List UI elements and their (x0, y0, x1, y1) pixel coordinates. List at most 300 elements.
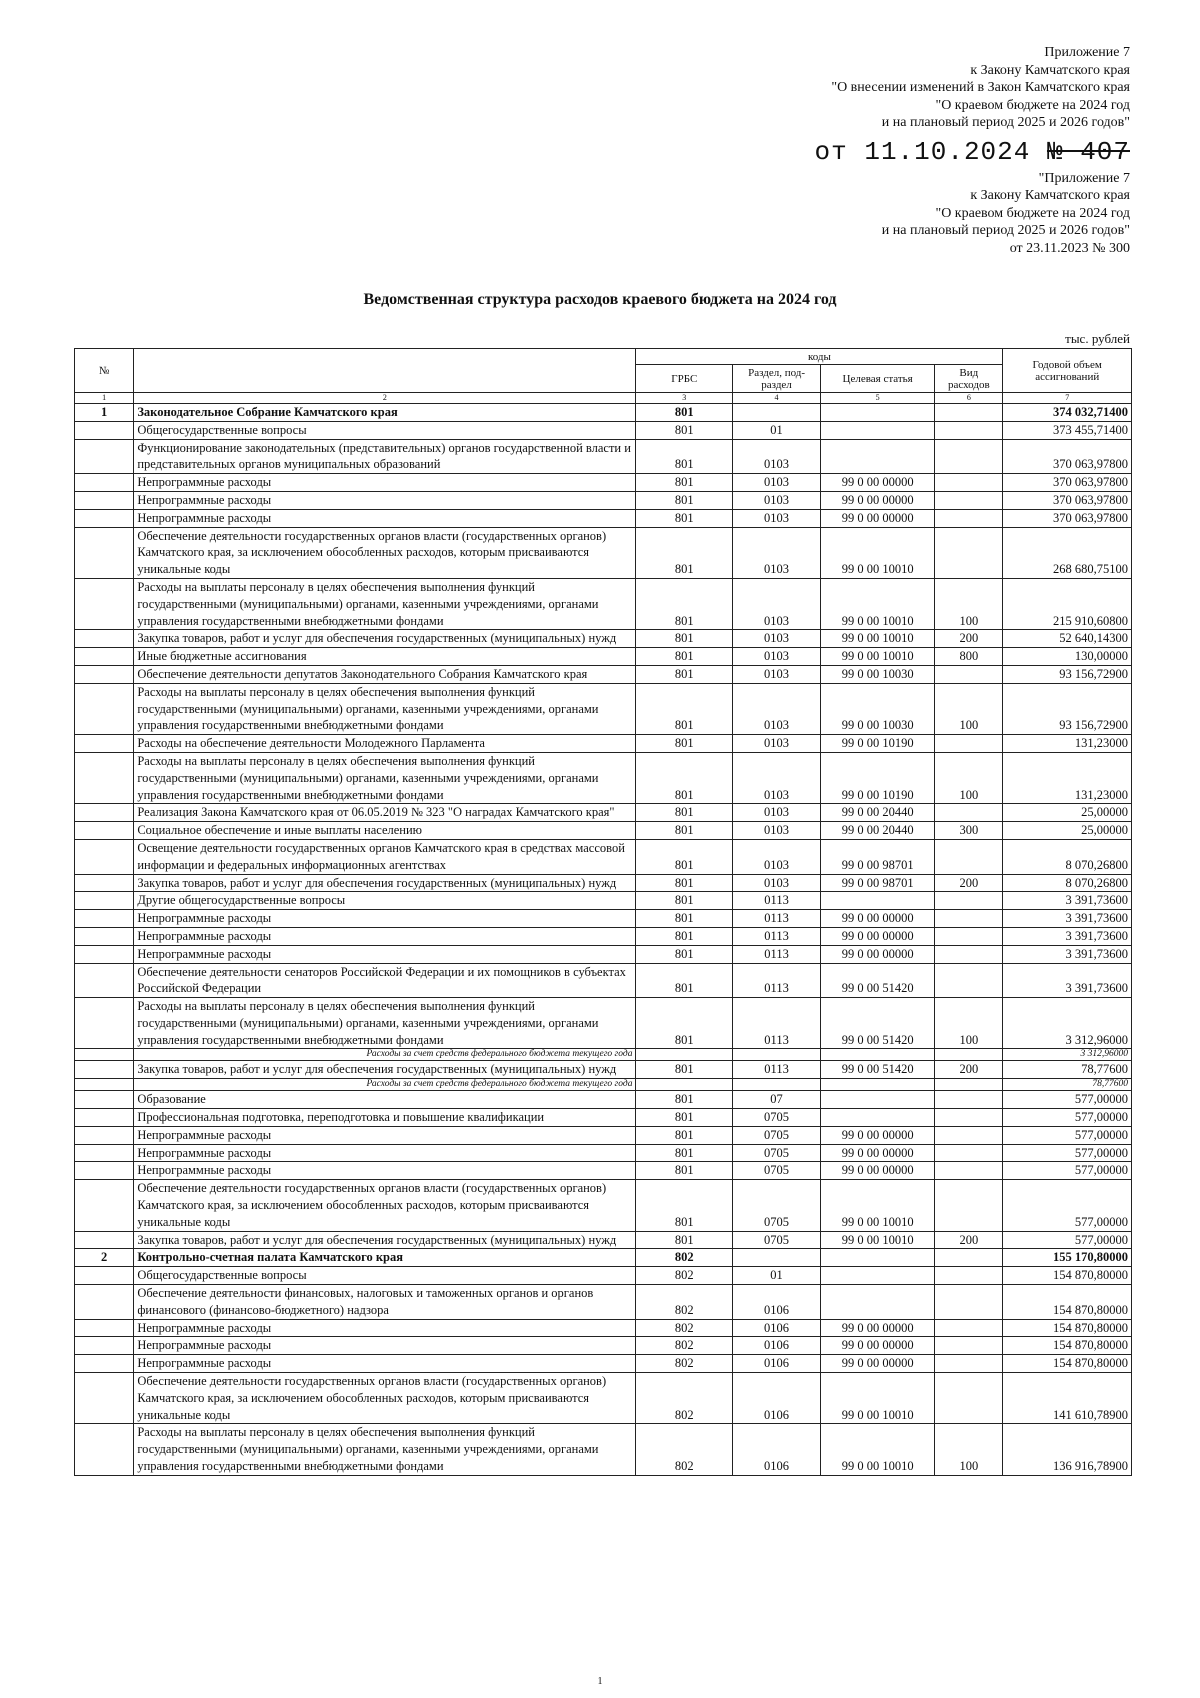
row-grbs: 801 (636, 1109, 733, 1127)
row-grbs: 801 (636, 509, 733, 527)
row-type (935, 1162, 1003, 1180)
row-type (935, 927, 1003, 945)
column-number: 5 (821, 393, 935, 404)
row-target: 99 0 00 20440 (821, 804, 935, 822)
row-name: Другие общегосударственные вопросы (134, 892, 636, 910)
row-sum: 93 156,72900 (1003, 665, 1132, 683)
row-section: 0705 (733, 1162, 821, 1180)
column-number: 2 (134, 393, 636, 404)
table-row (75, 945, 1132, 963)
document-header (815, 44, 1130, 257)
row-type (935, 1180, 1003, 1231)
row-grbs: 801 (636, 491, 733, 509)
row-type (935, 491, 1003, 509)
row-sum: 3 391,73600 (1003, 910, 1132, 928)
row-target: 99 0 00 51420 (821, 963, 935, 998)
row-grbs: 801 (636, 998, 733, 1049)
row-grbs: 801 (636, 910, 733, 928)
row-section: 0113 (733, 927, 821, 945)
row-grbs: 801 (636, 735, 733, 753)
row-name: Обеспечение деятельности государственных органов власти (государственных органов) Камчатского края, за исключением обособленных расходов, которым присваиваются уникальные коды (134, 527, 636, 578)
table-row (75, 752, 1132, 803)
row-grbs: 801 (636, 1162, 733, 1180)
row-section: 0113 (733, 963, 821, 998)
row-name: Расходы за счет средств федерального бюджета текущего года (134, 1079, 636, 1091)
row-number (75, 998, 134, 1049)
row-grbs: 801 (636, 630, 733, 648)
row-number (75, 527, 134, 578)
row-section: 0103 (733, 683, 821, 734)
header-line: и на плановый период 2025 и 2026 годов" (881, 223, 1130, 238)
row-grbs: 802 (636, 1424, 733, 1475)
row-sum: 25,00000 (1003, 804, 1132, 822)
row-section (733, 404, 821, 422)
row-section: 0103 (733, 578, 821, 629)
row-target (821, 421, 935, 439)
header-codes: коды (636, 349, 1003, 365)
row-target: 99 0 00 00000 (821, 945, 935, 963)
column-number: 3 (636, 393, 733, 404)
row-type (935, 1249, 1003, 1267)
header-line: "О краевом бюджете на 2024 год (935, 97, 1130, 113)
row-target: 99 0 00 10010 (821, 648, 935, 666)
table-row (75, 1180, 1132, 1231)
row-number (75, 1231, 134, 1249)
row-target (821, 1049, 935, 1061)
row-grbs: 801 (636, 665, 733, 683)
row-grbs: 802 (636, 1337, 733, 1355)
row-type: 300 (935, 822, 1003, 840)
row-number (75, 1091, 134, 1109)
table-row (75, 822, 1132, 840)
row-sum: 93 156,72900 (1003, 683, 1132, 734)
row-grbs: 801 (636, 892, 733, 910)
row-target: 99 0 00 98701 (821, 874, 935, 892)
row-name: Обеспечение деятельности государственных органов власти (государственных органов) Камчатского края, за исключением обособленных расходов, которым присваиваются уникальные коды (134, 1180, 636, 1231)
row-sum: 141 610,78900 (1003, 1373, 1132, 1424)
row-number (75, 683, 134, 734)
row-sum: 3 391,73600 (1003, 927, 1132, 945)
table-row (75, 648, 1132, 666)
row-section: 0113 (733, 1061, 821, 1079)
row-number (75, 822, 134, 840)
table-row (75, 1109, 1132, 1127)
row-name: Обеспечение деятельности государственных органов власти (государственных органов) Камчатского края, за исключением обособленных расходов, которым присваиваются уникальные коды (134, 1373, 636, 1424)
row-grbs: 801 (636, 874, 733, 892)
units-label: тыс. рублей (1065, 331, 1130, 346)
row-type (935, 1049, 1003, 1061)
row-number (75, 1162, 134, 1180)
row-number (75, 874, 134, 892)
row-number (75, 439, 134, 474)
row-number (75, 945, 134, 963)
row-name: Расходы на выплаты персоналу в целях обеспечения выполнения функций государственными (муниципальными) органами, казенными учреждениями, органами управления государственными внебюджетными фондами (134, 578, 636, 629)
row-type (935, 1285, 1003, 1320)
row-number (75, 735, 134, 753)
row-type: 200 (935, 1061, 1003, 1079)
table-row (75, 1424, 1132, 1475)
row-type (935, 963, 1003, 998)
stamp-number: № 407 (1046, 136, 1130, 167)
row-sum: 130,00000 (1003, 648, 1132, 666)
row-section: 0705 (733, 1126, 821, 1144)
row-type (935, 892, 1003, 910)
row-type: 200 (935, 1231, 1003, 1249)
row-number (75, 491, 134, 509)
row-number: 2 (75, 1249, 134, 1267)
row-target (821, 439, 935, 474)
row-number (75, 1285, 134, 1320)
row-number (75, 1144, 134, 1162)
row-grbs: 801 (636, 1180, 733, 1231)
row-section: 0103 (733, 804, 821, 822)
table-row (75, 578, 1132, 629)
row-target: 99 0 00 10190 (821, 735, 935, 753)
row-target: 99 0 00 00000 (821, 927, 935, 945)
row-name: Образование (134, 1091, 636, 1109)
row-section: 0103 (733, 527, 821, 578)
row-sum: 577,00000 (1003, 1126, 1132, 1144)
row-type (935, 474, 1003, 492)
row-number (75, 578, 134, 629)
row-target: 99 0 00 51420 (821, 1061, 935, 1079)
row-number (75, 474, 134, 492)
table-row (75, 1126, 1132, 1144)
row-name: Непрограммные расходы (134, 1319, 636, 1337)
row-number (75, 752, 134, 803)
table-row (75, 527, 1132, 578)
row-name: Расходы за счет средств федерального бюджета текущего года (134, 1049, 636, 1061)
table-row (75, 474, 1132, 492)
row-sum: 373 455,71400 (1003, 421, 1132, 439)
row-number (75, 839, 134, 874)
row-type (935, 421, 1003, 439)
row-number (75, 1079, 134, 1091)
row-grbs: 802 (636, 1355, 733, 1373)
page-number: 1 (597, 1676, 603, 1687)
row-section: 0103 (733, 874, 821, 892)
row-sum: 154 870,80000 (1003, 1337, 1132, 1355)
row-target: 99 0 00 10010 (821, 630, 935, 648)
row-sum: 131,23000 (1003, 752, 1132, 803)
row-type: 100 (935, 683, 1003, 734)
row-name: Непрограммные расходы (134, 1162, 636, 1180)
row-section: 0106 (733, 1319, 821, 1337)
row-type: 200 (935, 874, 1003, 892)
row-name: Закупка товаров, работ и услуг для обеспечения государственных (муниципальных) нужд (134, 630, 636, 648)
row-number (75, 910, 134, 928)
row-name: Профессиональная подготовка, переподготовка и повышение квалификации (134, 1109, 636, 1127)
row-section: 0103 (733, 630, 821, 648)
row-grbs: 801 (636, 822, 733, 840)
row-grbs: 801 (636, 1231, 733, 1249)
row-target: 99 0 00 00000 (821, 1337, 935, 1355)
row-target (821, 1285, 935, 1320)
row-section (733, 1249, 821, 1267)
row-name: Общегосударственные вопросы (134, 1267, 636, 1285)
row-name: Расходы на обеспечение деятельности Молодежного Парламента (134, 735, 636, 753)
table-row (75, 491, 1132, 509)
row-name: Функционирование законодательных (представительных) органов государственной власти и представительных органов муниципальных образований (134, 439, 636, 474)
row-type (935, 665, 1003, 683)
row-type (935, 1337, 1003, 1355)
row-section: 0705 (733, 1231, 821, 1249)
header-target: Целевая статья (821, 365, 935, 393)
row-type (935, 945, 1003, 963)
header-grbs: ГРБС (636, 365, 733, 393)
row-name: Реализация Закона Камчатского края от 06.05.2019 № 323 "О наградах Камчатского края" (134, 804, 636, 822)
row-number (75, 892, 134, 910)
table-row (75, 1144, 1132, 1162)
row-sum: 52 640,14300 (1003, 630, 1132, 648)
row-name: Непрограммные расходы (134, 1126, 636, 1144)
row-number (75, 1337, 134, 1355)
row-section: 0103 (733, 822, 821, 840)
header-volume: Годовой объем ассигнований (1003, 349, 1132, 393)
header-num: № (75, 349, 134, 393)
row-type: 100 (935, 752, 1003, 803)
row-type: 100 (935, 1424, 1003, 1475)
row-target: 99 0 00 00000 (821, 509, 935, 527)
table-note-row (75, 1079, 1132, 1091)
row-sum: 154 870,80000 (1003, 1285, 1132, 1320)
row-type (935, 1373, 1003, 1424)
row-name: Непрограммные расходы (134, 927, 636, 945)
row-name: Непрограммные расходы (134, 1355, 636, 1373)
row-target: 99 0 00 10010 (821, 578, 935, 629)
row-number (75, 927, 134, 945)
row-section (733, 1049, 821, 1061)
row-target: 99 0 00 10010 (821, 1231, 935, 1249)
column-number: 7 (1003, 393, 1132, 404)
row-sum: 3 391,73600 (1003, 963, 1132, 998)
row-section: 0113 (733, 910, 821, 928)
table-row (75, 1285, 1132, 1320)
header-name (134, 349, 636, 393)
row-section: 0103 (733, 439, 821, 474)
budget-table-body (75, 404, 1132, 1476)
row-name: Непрограммные расходы (134, 910, 636, 928)
row-target: 99 0 00 51420 (821, 998, 935, 1049)
row-target: 99 0 00 00000 (821, 1126, 935, 1144)
row-section: 0103 (733, 735, 821, 753)
row-type: 200 (935, 630, 1003, 648)
row-type (935, 839, 1003, 874)
row-type: 800 (935, 648, 1003, 666)
table-row (75, 1267, 1132, 1285)
row-grbs: 801 (636, 648, 733, 666)
row-target: 99 0 00 10190 (821, 752, 935, 803)
row-grbs: 801 (636, 839, 733, 874)
row-sum: 3 312,96000 (1003, 1049, 1132, 1061)
row-type (935, 735, 1003, 753)
row-grbs: 801 (636, 474, 733, 492)
row-sum: 136 916,78900 (1003, 1424, 1132, 1475)
row-type (935, 1109, 1003, 1127)
row-type (935, 1267, 1003, 1285)
row-target: 99 0 00 00000 (821, 1162, 935, 1180)
row-grbs: 801 (636, 963, 733, 998)
row-name: Непрограммные расходы (134, 491, 636, 509)
row-name: Законодательное Собрание Камчатского края (134, 404, 636, 422)
row-target: 99 0 00 10010 (821, 1424, 935, 1475)
row-sum: 370 063,97800 (1003, 474, 1132, 492)
table-row (75, 927, 1132, 945)
table-row (75, 804, 1132, 822)
budget-table (74, 348, 1132, 1476)
row-target (821, 1091, 935, 1109)
row-grbs (636, 1049, 733, 1061)
table-row (75, 683, 1132, 734)
header-type: Вид расходов (935, 365, 1003, 393)
row-target: 99 0 00 00000 (821, 1144, 935, 1162)
row-type (935, 1126, 1003, 1144)
row-sum: 78,77600 (1003, 1061, 1132, 1079)
row-section: 0113 (733, 998, 821, 1049)
row-name: Контрольно-счетная палата Камчатского края (134, 1249, 636, 1267)
row-sum: 577,00000 (1003, 1231, 1132, 1249)
row-number (75, 963, 134, 998)
row-sum: 370 063,97800 (1003, 491, 1132, 509)
row-sum: 3 391,73600 (1003, 945, 1132, 963)
table-row (75, 735, 1132, 753)
row-grbs: 801 (636, 527, 733, 578)
row-name: Обеспечение деятельности депутатов Законодательного Собрания Камчатского края (134, 665, 636, 683)
row-number: 1 (75, 404, 134, 422)
row-number (75, 1180, 134, 1231)
row-grbs: 801 (636, 945, 733, 963)
row-number (75, 1373, 134, 1424)
row-grbs: 801 (636, 1091, 733, 1109)
table-row (75, 421, 1132, 439)
table-row (75, 404, 1132, 422)
row-name: Расходы на выплаты персоналу в целях обеспечения выполнения функций государственными (муниципальными) органами, казенными учреждениями, органами управления государственными внебюджетными фондами (134, 1424, 636, 1475)
row-number (75, 1267, 134, 1285)
row-target: 99 0 00 00000 (821, 910, 935, 928)
header-line: к Закону Камчатского края (970, 188, 1130, 203)
row-type (935, 509, 1003, 527)
row-section: 0103 (733, 509, 821, 527)
row-type (935, 1355, 1003, 1373)
table-row (75, 630, 1132, 648)
document-title: Ведомственная структура расходов краевого бюджета на 2024 год (363, 291, 837, 308)
row-name: Закупка товаров, работ и услуг для обеспечения государственных (муниципальных) нужд (134, 1231, 636, 1249)
header-line: "Приложение 7 (1038, 170, 1130, 186)
row-sum: 370 063,97800 (1003, 509, 1132, 527)
row-grbs: 801 (636, 404, 733, 422)
table-row (75, 1061, 1132, 1079)
row-type (935, 439, 1003, 474)
row-name: Непрограммные расходы (134, 945, 636, 963)
row-number (75, 1424, 134, 1475)
row-section: 0113 (733, 892, 821, 910)
row-section: 0106 (733, 1373, 821, 1424)
row-target (821, 1267, 935, 1285)
column-number: 1 (75, 393, 134, 404)
table-row (75, 1231, 1132, 1249)
row-type (935, 1091, 1003, 1109)
row-type: 100 (935, 998, 1003, 1049)
row-sum: 25,00000 (1003, 822, 1132, 840)
row-section (733, 1079, 821, 1091)
row-type (935, 1319, 1003, 1337)
row-target: 99 0 00 00000 (821, 474, 935, 492)
row-number (75, 1355, 134, 1373)
row-grbs: 802 (636, 1249, 733, 1267)
row-grbs: 801 (636, 421, 733, 439)
row-target: 99 0 00 20440 (821, 822, 935, 840)
row-name: Расходы на выплаты персоналу в целях обеспечения выполнения функций государственными (муниципальными) органами, казенными учреждениями, органами управления государственными внебюджетными фондами (134, 752, 636, 803)
row-target (821, 1109, 935, 1127)
row-target: 99 0 00 10010 (821, 1180, 935, 1231)
row-section: 0103 (733, 752, 821, 803)
row-type (935, 1079, 1003, 1091)
row-sum: 131,23000 (1003, 735, 1132, 753)
table-note-row (75, 1049, 1132, 1061)
row-number (75, 509, 134, 527)
column-number: 4 (733, 393, 821, 404)
row-name: Социальное обеспечение и иные выплаты населению (134, 822, 636, 840)
row-section: 0106 (733, 1337, 821, 1355)
row-target (821, 404, 935, 422)
table-row (75, 1319, 1132, 1337)
row-section: 0705 (733, 1109, 821, 1127)
row-sum: 268 680,75100 (1003, 527, 1132, 578)
table-row (75, 1337, 1132, 1355)
header-line: Приложение 7 (1044, 45, 1130, 60)
table-row (75, 509, 1132, 527)
row-sum: 577,00000 (1003, 1162, 1132, 1180)
row-section: 0103 (733, 491, 821, 509)
row-grbs: 801 (636, 683, 733, 734)
table-row (75, 839, 1132, 874)
row-sum: 78,77600 (1003, 1079, 1132, 1091)
row-target: 99 0 00 00000 (821, 491, 935, 509)
row-section: 0103 (733, 474, 821, 492)
row-section: 0705 (733, 1180, 821, 1231)
row-grbs: 801 (636, 439, 733, 474)
row-grbs: 801 (636, 752, 733, 803)
row-section: 0106 (733, 1355, 821, 1373)
row-number (75, 630, 134, 648)
row-target: 99 0 00 98701 (821, 839, 935, 874)
table-row (75, 1373, 1132, 1424)
row-grbs: 802 (636, 1267, 733, 1285)
row-sum: 370 063,97800 (1003, 439, 1132, 474)
row-target: 99 0 00 00000 (821, 1319, 935, 1337)
row-number (75, 421, 134, 439)
row-grbs: 801 (636, 1061, 733, 1079)
row-sum: 577,00000 (1003, 1180, 1132, 1231)
row-target: 99 0 00 10030 (821, 665, 935, 683)
header-line: от 23.11.2023 № 300 (1009, 240, 1130, 256)
row-section: 0103 (733, 839, 821, 874)
row-name: Непрограммные расходы (134, 1337, 636, 1355)
table-row (75, 892, 1132, 910)
row-name: Обеспечение деятельности сенаторов Российской Федерации и их помощников в субъектах Российской Федерации (134, 963, 636, 998)
row-sum: 577,00000 (1003, 1091, 1132, 1109)
row-sum: 155 170,80000 (1003, 1249, 1132, 1267)
row-section: 0113 (733, 945, 821, 963)
row-number (75, 648, 134, 666)
row-grbs: 802 (636, 1319, 733, 1337)
row-sum: 8 070,26800 (1003, 874, 1132, 892)
table-row (75, 439, 1132, 474)
header-line: "О внесении изменений в Закон Камчатского края (831, 80, 1130, 95)
table-row (75, 1162, 1132, 1180)
row-number (75, 1061, 134, 1079)
row-section: 01 (733, 421, 821, 439)
